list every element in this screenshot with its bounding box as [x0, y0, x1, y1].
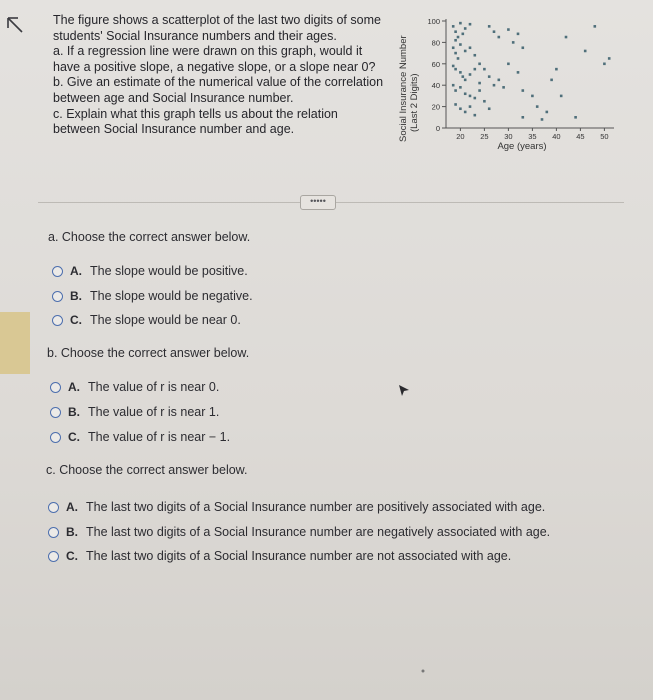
radio-button[interactable]	[52, 291, 63, 302]
scatter-point	[507, 63, 510, 66]
x-tick-label: 50	[600, 132, 609, 141]
part-a-prompt: a. Choose the correct answer below.	[48, 230, 251, 244]
part-c-option-b[interactable]	[48, 525, 550, 539]
option-letter: B.	[70, 289, 82, 303]
scatter-point	[459, 71, 462, 74]
scatter-point	[464, 111, 467, 114]
scatter-point	[452, 84, 455, 87]
question-line: a. If a regression line were drawn on this graph, would it	[53, 44, 363, 59]
scatter-point	[474, 114, 477, 117]
option-letter: B.	[68, 405, 80, 419]
part-a-option-c[interactable]	[52, 313, 241, 327]
scatter-point	[464, 79, 467, 82]
scatter-point	[454, 103, 457, 106]
x-tick-label: 40	[552, 132, 561, 141]
scatter-point	[574, 116, 577, 119]
y-tick-label: 40	[431, 81, 440, 91]
scatter-point	[517, 71, 520, 74]
scatter-point	[454, 68, 457, 71]
scatter-point	[483, 100, 486, 103]
part-c-option-a[interactable]	[48, 500, 545, 514]
part-a-option-a[interactable]	[52, 264, 248, 278]
scatter-point	[457, 57, 460, 60]
y-axis-label-line1: Social Insurance Number	[398, 35, 409, 142]
scatter-point	[469, 46, 472, 49]
scatter-point	[594, 25, 597, 28]
scatter-point	[483, 68, 486, 71]
scatter-point	[488, 75, 491, 78]
scatter-point	[462, 75, 465, 78]
x-tick-label: 30	[504, 132, 513, 141]
scatter-point	[462, 33, 465, 36]
radio-button[interactable]	[48, 527, 59, 538]
part-b-option-a[interactable]	[50, 380, 219, 394]
scatter-point	[452, 65, 455, 68]
y-tick-label: 60	[431, 59, 440, 69]
radio-button[interactable]	[48, 502, 59, 513]
scatter-point	[478, 63, 481, 66]
scatter-point	[498, 36, 501, 39]
option-text: The slope would be near 0.	[90, 313, 241, 327]
part-a-option-b[interactable]	[52, 289, 253, 303]
radio-button[interactable]	[52, 315, 63, 326]
scatter-point	[488, 25, 491, 28]
option-text: The value of r is near − 1.	[88, 430, 231, 444]
scatter-point	[459, 22, 462, 25]
scatter-point	[469, 105, 472, 108]
option-letter: B.	[66, 525, 78, 539]
option-text: The last two digits of a Social Insurance number are not associated with age.	[86, 549, 512, 563]
scatter-point	[522, 89, 525, 92]
scatter-point	[452, 25, 455, 28]
scatter-point	[464, 27, 467, 30]
part-b-option-b[interactable]	[50, 405, 219, 419]
scatter-point	[546, 111, 549, 114]
part-c-prompt: c. Choose the correct answer below.	[46, 463, 248, 477]
scatter-point	[541, 118, 544, 121]
y-tick-label: 80	[431, 38, 440, 48]
y-axis-label-line2: (Last 2 Digits)	[409, 73, 420, 132]
scatter-point	[531, 95, 534, 98]
part-b-prompt: b. Choose the correct answer below.	[47, 346, 250, 360]
scatter-point	[502, 86, 505, 89]
scatter-point	[493, 84, 496, 87]
option-text: The last two digits of a Social Insurance number are negatively associated with age.	[86, 525, 551, 539]
scatter-point	[454, 52, 457, 55]
scatter-point	[507, 28, 510, 31]
option-text: The slope would be negative.	[90, 289, 253, 303]
scatter-point	[469, 95, 472, 98]
option-letter: A.	[66, 500, 78, 514]
question-line: have a positive slope, a negative slope, or a slope near 0?	[53, 59, 376, 74]
scatter-point	[474, 97, 477, 100]
scatter-point	[459, 107, 462, 110]
x-tick-label: 20	[456, 132, 465, 141]
x-tick-label: 25	[480, 132, 489, 141]
y-tick-label: 100	[427, 17, 440, 26]
scatter-point	[474, 68, 477, 71]
scatter-point	[560, 95, 563, 98]
question-line: between Social Insurance number and age.	[53, 122, 295, 137]
scatter-point	[603, 63, 606, 66]
radio-button[interactable]	[50, 432, 61, 443]
scatter-point	[522, 46, 525, 49]
scatter-point	[555, 68, 558, 71]
radio-button[interactable]	[48, 551, 59, 562]
scatter-point	[493, 30, 496, 33]
option-text: The slope would be positive.	[90, 264, 248, 278]
question-line: b. Give an estimate of the numerical value of the correlation	[53, 75, 384, 90]
scatterplot	[392, 10, 622, 160]
scatter-point	[452, 46, 455, 49]
highlight-strip	[0, 312, 30, 374]
scatter-point	[469, 73, 472, 76]
scatter-point	[459, 86, 462, 89]
scatter-point	[498, 79, 501, 82]
scatter-point	[454, 30, 457, 33]
scatter-point	[464, 92, 467, 95]
scatterplot-svg	[392, 10, 622, 160]
mouse-cursor-icon	[397, 383, 411, 397]
option-letter: C.	[70, 313, 82, 327]
scatter-point	[550, 79, 553, 82]
scatter-point	[454, 89, 457, 92]
radio-button[interactable]	[50, 382, 61, 393]
question-line: students' Social Insurance numbers and their ages.	[53, 28, 337, 43]
y-tick-label: 20	[431, 102, 440, 112]
scatter-point	[478, 89, 481, 92]
scatter-point	[608, 57, 611, 60]
radio-button[interactable]	[52, 266, 63, 277]
question-line: between age and Social Insurance number.	[53, 90, 294, 105]
scatter-point	[459, 43, 462, 46]
scatter-point	[536, 105, 539, 108]
option-letter: A.	[70, 264, 82, 278]
option-letter: C.	[68, 430, 80, 444]
part-b-option-c[interactable]	[50, 430, 230, 444]
x-axis-label: Age (years)	[497, 141, 547, 152]
scatter-point	[474, 54, 477, 57]
back-arrow-icon[interactable]	[4, 14, 28, 38]
dot-mark-icon	[420, 668, 426, 674]
option-text: The value of r is near 0.	[88, 380, 220, 394]
option-letter: C.	[66, 549, 78, 563]
scatter-point	[478, 82, 481, 85]
question-line: The figure shows a scatterplot of the last two digits of some	[53, 13, 381, 27]
scatter-point	[488, 107, 491, 110]
y-tick-label: 0	[435, 124, 440, 133]
question-line: c. Explain what this graph tells us about the relation	[53, 106, 338, 121]
x-tick-label: 45	[576, 132, 585, 141]
scatter-point	[517, 33, 520, 36]
scatter-point	[457, 36, 460, 39]
scatter-point	[522, 116, 525, 119]
option-text: The value of r is near 1.	[88, 405, 220, 419]
scatter-point	[565, 36, 568, 39]
part-c-option-c[interactable]	[48, 549, 511, 563]
scatter-point	[469, 23, 472, 26]
expand-more-button[interactable]: •••••	[300, 195, 336, 210]
scatter-point	[512, 41, 515, 44]
radio-button[interactable]	[50, 407, 61, 418]
option-text: The last two digits of a Social Insurance number are positively associated with age.	[86, 500, 546, 514]
scatter-point	[584, 50, 587, 53]
option-letter: A.	[68, 380, 80, 394]
scatter-point	[464, 50, 467, 53]
question-text	[53, 13, 398, 138]
x-tick-label: 35	[528, 132, 537, 141]
scatter-point	[454, 39, 457, 42]
